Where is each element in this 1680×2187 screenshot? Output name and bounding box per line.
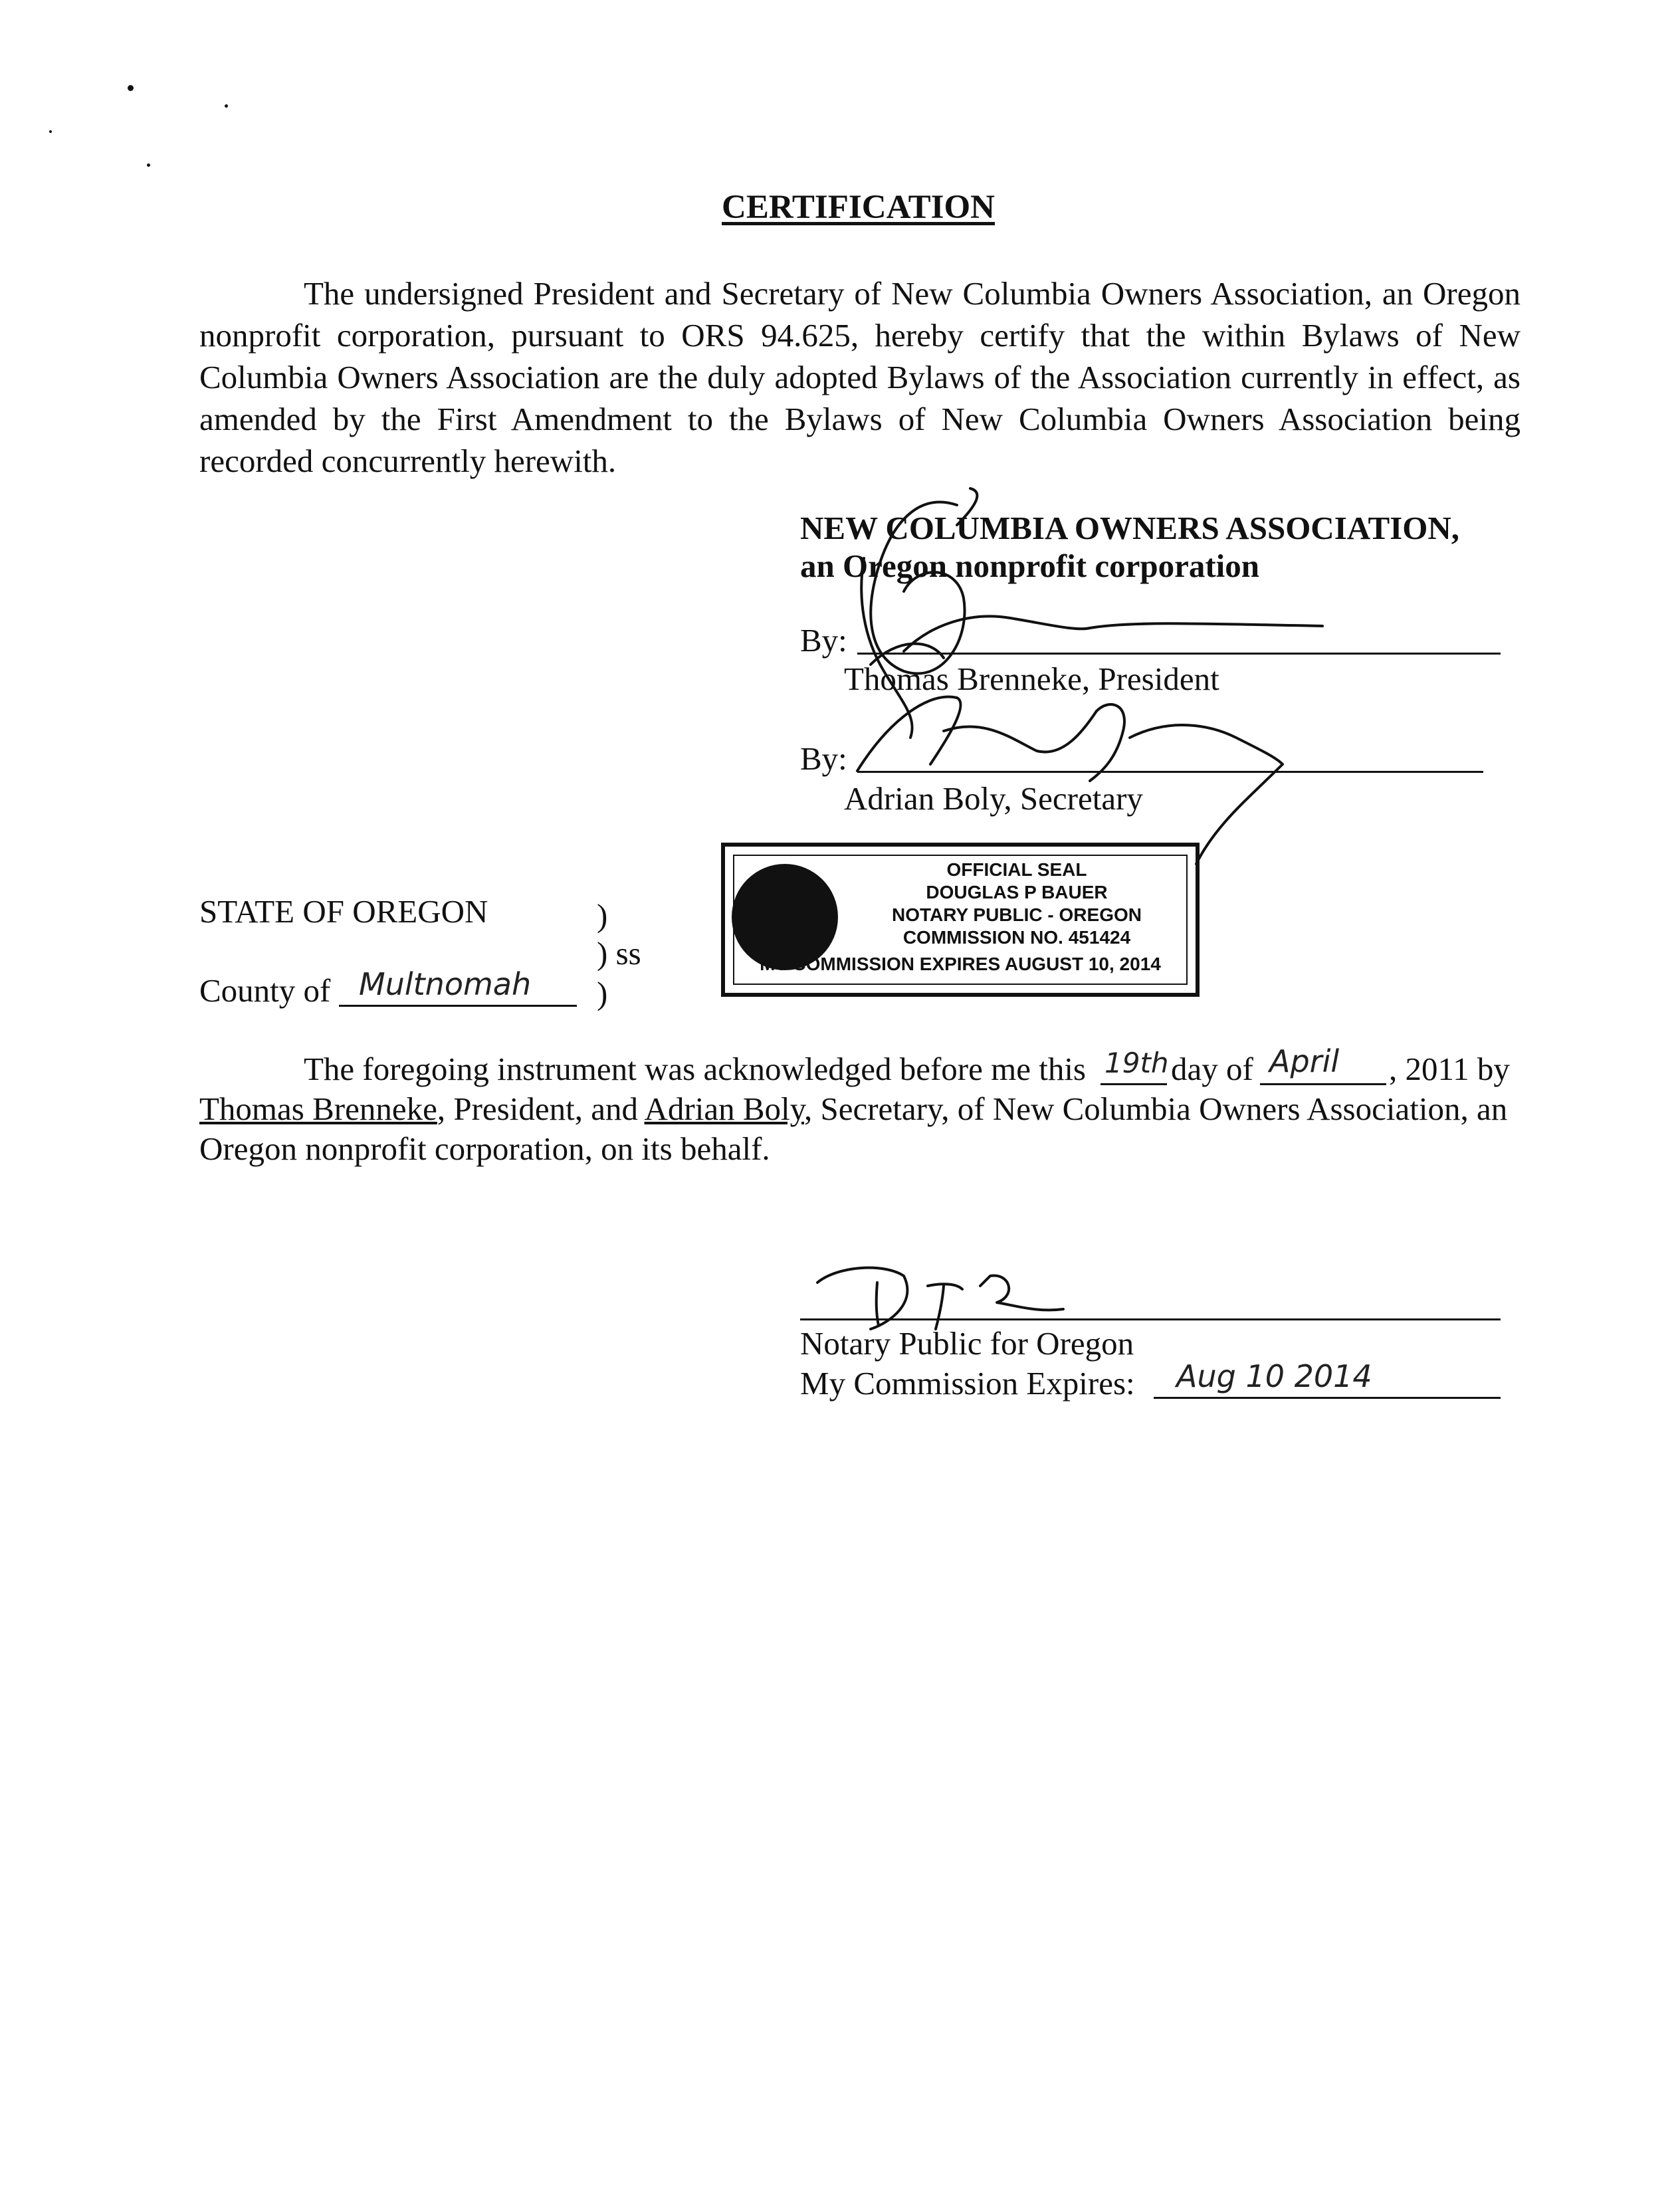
ack-line1-start: The foregoing instrument was acknowledged before me this xyxy=(304,1051,1087,1087)
expires-handwritten: Aug 10 2014 xyxy=(1176,1358,1372,1394)
ack-year: , 2011 by xyxy=(1389,1051,1510,1087)
month-handwritten: April xyxy=(1269,1043,1340,1079)
ack-name-secretary: Adrian Boly xyxy=(644,1091,804,1127)
seal-line: COMMISSION NO. 451424 xyxy=(902,927,1131,948)
paragraph-line: Columbia Owners Association are the duly adopted Bylaws of the Association currently in effect, as xyxy=(199,359,1521,395)
association-name: NEW COLUMBIA OWNERS ASSOCIATION, xyxy=(800,510,1460,546)
paragraph-line: amended by the First Amendment to the Bylaws of New Columbia Owners Association being xyxy=(199,401,1521,437)
county-handwritten: Multnomah xyxy=(359,966,532,1002)
ack-day-of: day of xyxy=(1171,1051,1253,1087)
ack-line3: Oregon nonprofit corporation, on its behalf. xyxy=(199,1130,770,1167)
notary-expires-label: My Commission Expires: xyxy=(800,1365,1135,1402)
seal-line: NOTARY PUBLIC - OREGON xyxy=(892,904,1142,925)
venue-county-label: County of xyxy=(199,972,331,1009)
association-subtitle: an Oregon nonprofit corporation xyxy=(800,548,1260,584)
venue-state: STATE OF OREGON xyxy=(199,893,488,930)
by-label-president: By: xyxy=(800,622,847,659)
ack-name-president: Thomas Brenneke xyxy=(199,1091,437,1127)
by-label-secretary: By: xyxy=(800,740,847,777)
paragraph-line: The undersigned President and Secretary of New Columbia Owners Association, an Oregon xyxy=(304,275,1521,312)
seal-line: OFFICIAL SEAL xyxy=(946,859,1087,880)
venue-paren: ) xyxy=(597,975,608,1011)
secretary-name: Adrian Boly, Secretary xyxy=(844,780,1143,817)
ack-text: , Secretary, of New Columbia Owners Association, an xyxy=(803,1091,1508,1127)
venue-paren: ) xyxy=(597,897,608,934)
page-title: CERTIFICATION xyxy=(722,189,995,226)
venue-ss: ) ss xyxy=(597,935,641,972)
paragraph-line: recorded concurrently herewith. xyxy=(199,443,617,479)
notary-signature-line xyxy=(800,1318,1501,1320)
ack-text: , President, and xyxy=(437,1091,638,1127)
paragraph-line: nonprofit corporation, pursuant to ORS 94.625, hereby certify that the within Bylaws of New xyxy=(199,317,1521,354)
notary-label: Notary Public for Oregon xyxy=(800,1325,1134,1362)
president-name: Thomas Brenneke, President xyxy=(844,661,1219,697)
seal-line: MY COMMISSION EXPIRES AUGUST 10, 2014 xyxy=(760,954,1161,974)
seal-line: DOUGLAS P BAUER xyxy=(926,882,1108,902)
day-handwritten: 19th xyxy=(1104,1047,1169,1079)
